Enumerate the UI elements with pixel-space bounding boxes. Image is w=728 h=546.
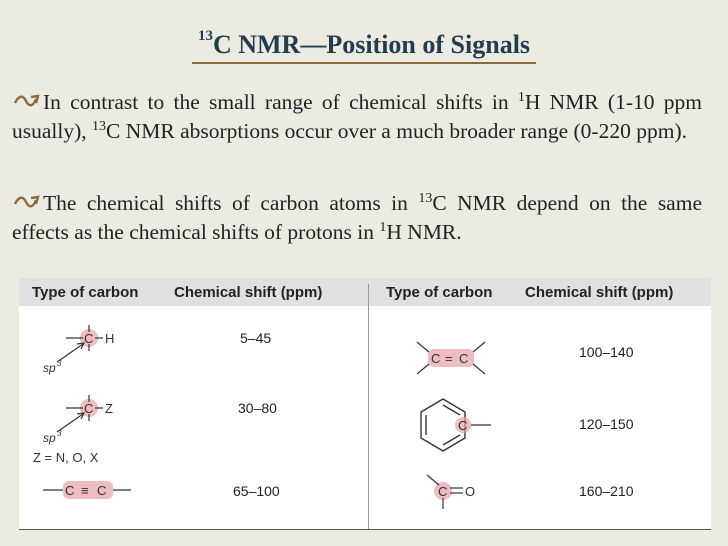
header-shift-right: Chemical shift (ppm) xyxy=(525,284,674,301)
svg-text:O: O xyxy=(465,484,476,499)
svg-text:Z = N, O, X: Z = N, O, X xyxy=(33,450,99,465)
svg-text:≡: ≡ xyxy=(81,483,89,498)
tilde-arrow-icon xyxy=(12,91,42,111)
shift-value: 5–45 xyxy=(240,330,272,346)
structure-sp3-ch xyxy=(33,322,133,374)
svg-text:C: C xyxy=(431,351,441,366)
table-header xyxy=(19,278,711,306)
title-superscript: 13 xyxy=(197,28,213,44)
svg-text:C: C xyxy=(84,331,94,346)
structure-alkene xyxy=(411,338,501,378)
bullet-2: The chemical shifts of carbon atoms in $^{13}$C NMR depend on the same effects as the chemical shifts of protons in $^1$H NMR. xyxy=(12,190,702,244)
svg-text:sp: sp xyxy=(43,431,56,445)
structure-aromatic xyxy=(409,395,519,455)
column-divider xyxy=(368,284,369,530)
chemical-shift-table xyxy=(19,278,711,530)
svg-text:3: 3 xyxy=(57,429,62,438)
svg-text:C: C xyxy=(458,418,468,433)
shift-value: 65–100 xyxy=(233,483,280,499)
svg-text:C: C xyxy=(65,483,75,498)
bullet-1: In contrast to the small range of chemical shifts in $^1$H NMR (1-10 ppm usually), $^{13}$C NMR absorptions occur over a much broader range (0-220 ppm). xyxy=(12,89,702,143)
slide-title xyxy=(0,30,728,64)
structure-alkyne xyxy=(33,478,143,502)
structure-sp3-cz xyxy=(33,392,143,464)
shift-value: 100–140 xyxy=(579,344,634,360)
svg-text:C: C xyxy=(84,401,94,416)
structure-carbonyl xyxy=(419,471,509,511)
title-text: C NMR—Position of Signals xyxy=(212,30,531,59)
tilde-arrow-icon xyxy=(12,192,42,212)
svg-text:3: 3 xyxy=(57,359,62,368)
svg-text:C: C xyxy=(459,351,469,366)
svg-text:Z: Z xyxy=(105,401,113,416)
table-bottom-rule xyxy=(19,529,711,530)
header-type-left: Type of carbon xyxy=(32,284,139,301)
svg-text:C: C xyxy=(438,484,448,499)
header-type-right: Type of carbon xyxy=(386,284,493,301)
shift-value: 120–150 xyxy=(579,416,634,432)
svg-text:=: = xyxy=(445,351,453,366)
shift-value: 30–80 xyxy=(238,400,277,416)
svg-text:C: C xyxy=(97,483,107,498)
svg-text:H: H xyxy=(105,331,115,346)
header-shift-left: Chemical shift (ppm) xyxy=(174,284,323,301)
svg-text:sp: sp xyxy=(43,361,56,375)
shift-value: 160–210 xyxy=(579,483,634,499)
